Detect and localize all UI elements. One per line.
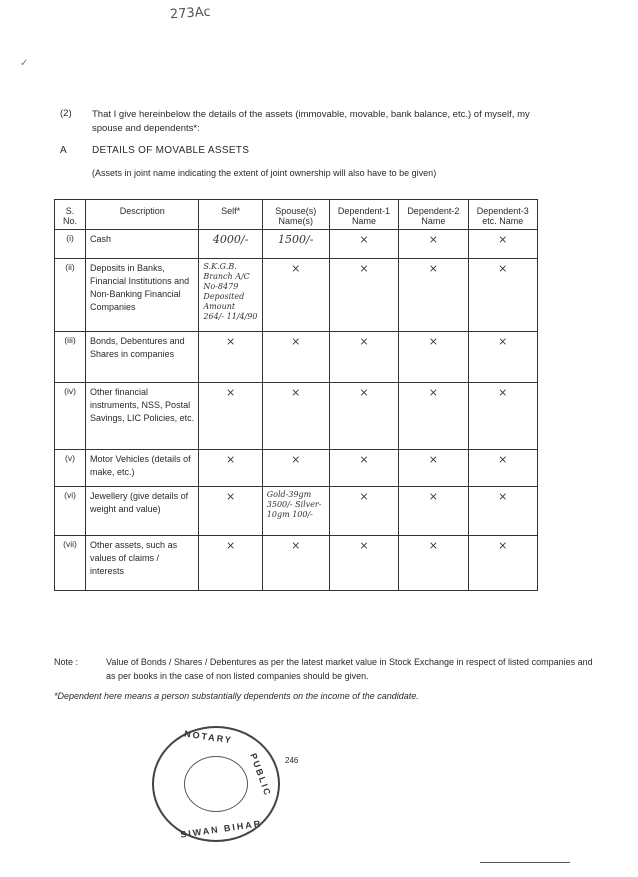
self-value: × bbox=[199, 383, 262, 450]
row-number: (iii) bbox=[55, 332, 86, 383]
table-row bbox=[55, 450, 538, 487]
row-number: (vi) bbox=[55, 487, 86, 536]
dependent-3-value: × bbox=[468, 536, 537, 591]
row-description: Motor Vehicles (details of make, etc.) bbox=[86, 450, 199, 487]
dependent-2-value: × bbox=[399, 230, 468, 259]
footnote: *Dependent here means a person substantially dependents on the income of the candidate. bbox=[54, 691, 419, 701]
movable-assets-table bbox=[54, 199, 538, 591]
table-header-row bbox=[55, 200, 538, 230]
section-subtitle: (Assets in joint name indicating the extent of joint ownership will also have to be given) bbox=[92, 168, 437, 178]
row-number: (ii) bbox=[55, 259, 86, 332]
page-number: 246 bbox=[285, 756, 299, 765]
row-description: Other financial instruments, NSS, Postal Savings, LIC Policies, etc. bbox=[86, 383, 199, 450]
stamp-top-text: NOTARY bbox=[183, 728, 234, 746]
row-description: Cash bbox=[86, 230, 199, 259]
self-value: × bbox=[199, 536, 262, 591]
row-number: (v) bbox=[55, 450, 86, 487]
notary-stamp bbox=[152, 726, 280, 842]
spouse-value: × bbox=[262, 450, 329, 487]
dependent-3-value: × bbox=[468, 259, 537, 332]
dependent-3-value: × bbox=[468, 450, 537, 487]
dependent-1-value: × bbox=[329, 230, 398, 259]
dependent-1-value: × bbox=[329, 332, 398, 383]
self-value: × bbox=[199, 487, 262, 536]
stamp-right-text: PUBLIC bbox=[248, 751, 274, 799]
dependent-2-value: × bbox=[399, 259, 468, 332]
dependent-3-value: × bbox=[468, 383, 537, 450]
section-title: DETAILS OF MOVABLE ASSETS bbox=[92, 145, 250, 156]
table-row bbox=[55, 332, 538, 383]
spouse-value: 1500/- bbox=[262, 230, 329, 259]
row-description: Jewellery (give details of weight and value) bbox=[86, 487, 199, 536]
dependent-1-value: × bbox=[329, 259, 398, 332]
stamp-inner-circle bbox=[184, 756, 248, 812]
dependent-1-value: × bbox=[329, 383, 398, 450]
table-row bbox=[55, 536, 538, 591]
row-description: Deposits in Banks, Financial Institutions and Non-Banking Financial Companies bbox=[86, 259, 199, 332]
top-scribble: 273Ac bbox=[169, 4, 212, 23]
dependent-3-value: × bbox=[468, 230, 537, 259]
dependent-2-value: × bbox=[399, 450, 468, 487]
section-letter: A bbox=[60, 145, 67, 156]
spouse-value: × bbox=[262, 259, 329, 332]
stamp-bottom-text: SIWAN BIHAR bbox=[179, 818, 263, 840]
dependent-1-value: × bbox=[329, 536, 398, 591]
dependent-2-value: × bbox=[399, 536, 468, 591]
spouse-value: × bbox=[262, 536, 329, 591]
self-value: 4000/- bbox=[199, 230, 262, 259]
spouse-value: × bbox=[262, 332, 329, 383]
table-row bbox=[55, 487, 538, 536]
header-sno: S. No. bbox=[55, 200, 86, 230]
header-dependent-1: Dependent-1 Name bbox=[329, 200, 398, 230]
bottom-line bbox=[480, 862, 570, 863]
dependent-2-value: × bbox=[399, 383, 468, 450]
self-value: × bbox=[199, 332, 262, 383]
spouse-value: Gold-39gm 3500/- Silver-10gm 100/- bbox=[262, 487, 329, 536]
row-description: Bonds, Debentures and Shares in companies bbox=[86, 332, 199, 383]
table-row bbox=[55, 230, 538, 259]
dependent-2-value: × bbox=[399, 487, 468, 536]
note-label: Note : bbox=[54, 657, 79, 667]
dependent-2-value: × bbox=[399, 332, 468, 383]
spouse-value: × bbox=[262, 383, 329, 450]
corner-mark: ✓ bbox=[20, 58, 29, 69]
dependent-1-value: × bbox=[329, 450, 398, 487]
note-text: Value of Bonds / Shares / Debentures as per the latest market value in Stock Exchange in respect of listed companies and as per books in the case of non listed companies should be given. bbox=[106, 657, 593, 681]
self-value: S.K.G.B. Branch A/C No-8479 Deposited Amount 264/- 11/4/90 bbox=[199, 259, 262, 332]
row-description: Other assets, such as values of claims / interests bbox=[86, 536, 199, 591]
row-number: (iv) bbox=[55, 383, 86, 450]
table-row bbox=[55, 383, 538, 450]
header-description: Description bbox=[86, 200, 199, 230]
row-number: (i) bbox=[55, 230, 86, 259]
self-value: × bbox=[199, 450, 262, 487]
dependent-3-value: × bbox=[468, 487, 537, 536]
table-row bbox=[55, 259, 538, 332]
paragraph-text: That I give hereinbelow the details of the assets (immovable, movable, bank balance, etc.) of myself, my spouse and dependents*: bbox=[92, 109, 530, 134]
header-spouse: Spouse(s) Name(s) bbox=[262, 200, 329, 230]
paragraph-number: (2) bbox=[60, 108, 72, 119]
row-number: (vii) bbox=[55, 536, 86, 591]
dependent-1-value: × bbox=[329, 487, 398, 536]
header-self: Self* bbox=[199, 200, 262, 230]
header-dependent-2: Dependent-2 Name bbox=[399, 200, 468, 230]
header-dependent-3: Dependent-3 etc. Name bbox=[468, 200, 537, 230]
dependent-3-value: × bbox=[468, 332, 537, 383]
